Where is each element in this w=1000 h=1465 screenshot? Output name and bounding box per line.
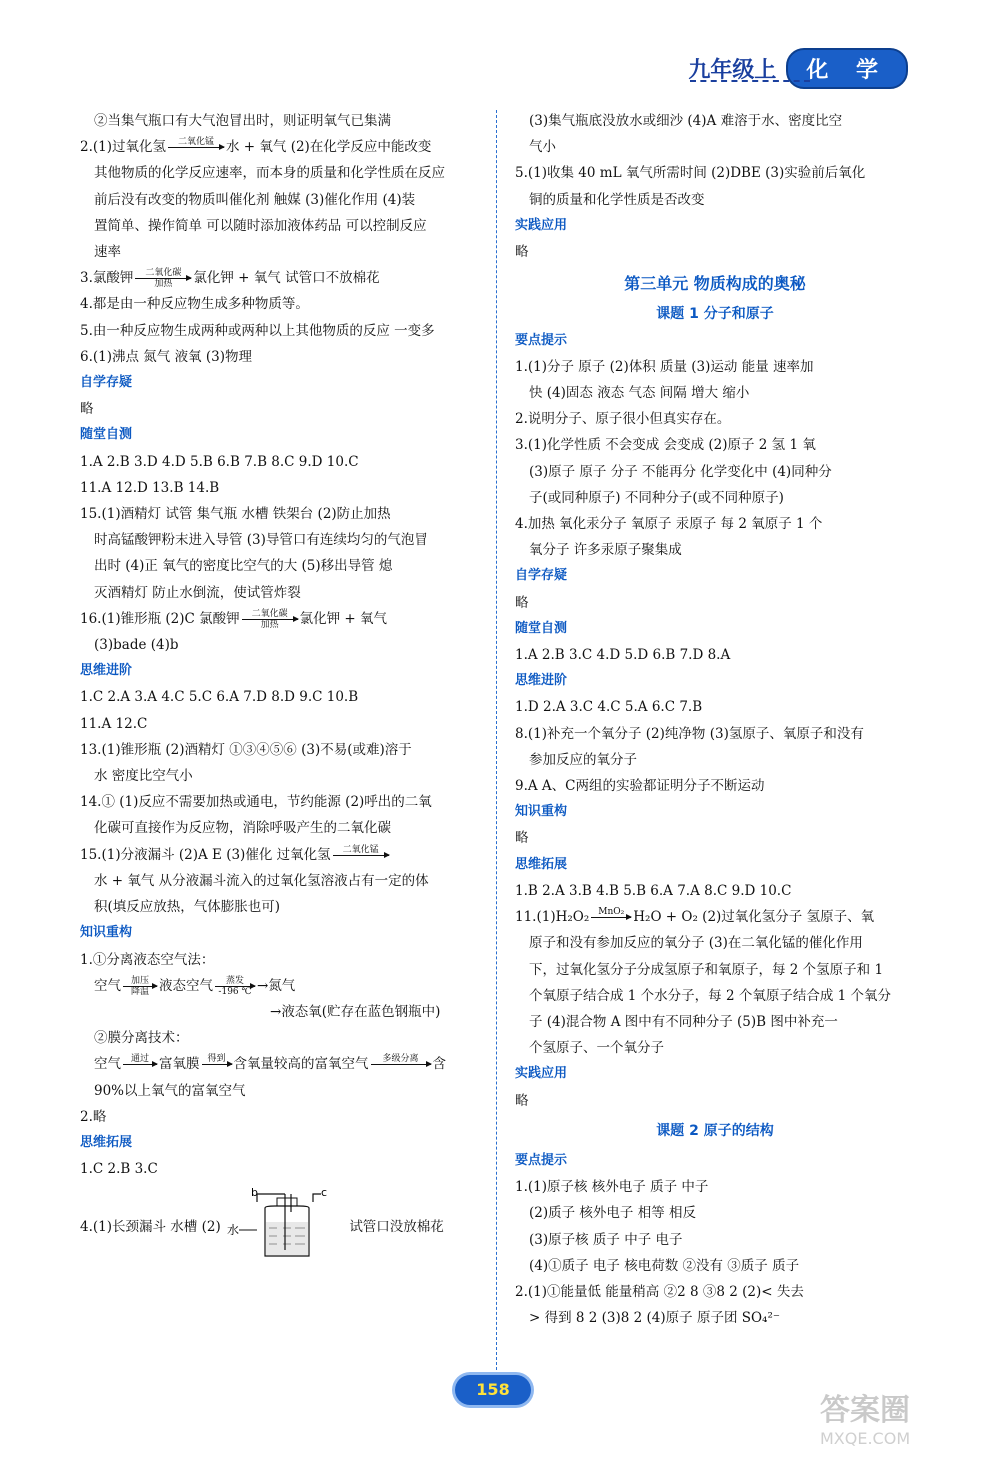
text-line: 速率 bbox=[94, 244, 121, 261]
text-line: (4)①质子 电子 核电荷数 ②没有 ③质子 质子 bbox=[529, 1257, 800, 1274]
process-arrow: 加压 降温 bbox=[121, 976, 159, 997]
text-line: 个氧原子结合成 1 个水分子，每 2 个氧原子结合成 1 个氧分 bbox=[529, 987, 892, 1004]
text-line: 2.说明分子、原子很小但真实存在。 bbox=[515, 411, 731, 428]
section-heading: 要点提示 bbox=[515, 332, 568, 348]
text-line: 置简单、操作简单 可以随时添加液体药品 可以控制反应 bbox=[94, 217, 427, 234]
text-line: 气小 bbox=[529, 139, 556, 156]
grade-label: 九年级上 bbox=[688, 58, 777, 83]
text-line: 2.略 bbox=[80, 1108, 107, 1125]
port-b-label: b bbox=[251, 1186, 258, 1200]
column-divider bbox=[496, 110, 497, 1370]
text-line: 个氢原子、一个氧分子 bbox=[529, 1040, 664, 1057]
text-line: 4.都是由一种反应物生成多种物质等。 bbox=[80, 296, 309, 313]
page-header bbox=[688, 48, 908, 89]
text-line: 子(或同种原子) 不同种分子(或不同种原子) bbox=[529, 489, 784, 506]
text-line: 1.B 2.A 3.B 4.B 5.B 6.A 7.A 8.C 9.D 10.C bbox=[515, 882, 792, 899]
text-line: 快 (4)固态 液态 气态 间隔 增大 缩小 bbox=[529, 385, 750, 402]
text-line: 5.(1)收集 40 mL 氧气所需时间 (2)DBE (3)实验前后氧化 bbox=[515, 165, 866, 182]
lesson-title: 课题 1 分子和原子 bbox=[656, 306, 774, 323]
text-line: ②膜分离技术： bbox=[94, 1030, 189, 1047]
text-line: 略 bbox=[515, 594, 529, 611]
text-line: (2)质子 核外电子 相等 相反 bbox=[529, 1205, 696, 1222]
text-line: 3.氯酸钾 二氧化碳 加热 氯化钾 + 氧气 试管口不放棉花 bbox=[80, 268, 380, 290]
unit-title: 第三单元 物质构成的奥秘 bbox=[624, 274, 806, 294]
lesson-title: 课题 2 原子的结构 bbox=[656, 1122, 774, 1139]
watermark-text: 答案圈 bbox=[820, 1393, 910, 1428]
text-line: 略 bbox=[80, 401, 94, 418]
text-line: 4.加热 氧化汞分子 氧原子 汞原子 每 2 氧原子 1 个 bbox=[515, 516, 823, 533]
text-line: 略 bbox=[515, 830, 529, 847]
section-heading: 实践应用 bbox=[515, 1066, 568, 1082]
gas-bottle-diagram bbox=[225, 1186, 345, 1269]
section-heading: 自学存疑 bbox=[515, 568, 568, 584]
text-line: 4.(1)长颈漏斗 水槽 (2) 水 b c 试管口没放棉花 bbox=[80, 1186, 480, 1269]
text-line: 1.①分离液态空气法： bbox=[80, 951, 215, 968]
text-line: 子 (4)混合物 A 图中有不同种分子 (5)B 图中补充一 bbox=[529, 1013, 838, 1030]
left-column bbox=[80, 108, 480, 1270]
text-line: 灭酒精灯 防止水倒流，使试管炸裂 bbox=[94, 584, 301, 601]
text-line: 水 密度比空气小 bbox=[94, 768, 193, 785]
text-line: 略 bbox=[515, 1092, 529, 1109]
reaction-arrow: 二氧化碳 加热 bbox=[240, 609, 300, 630]
text-line: 6.(1)沸点 氮气 液氧 (3)物理 bbox=[80, 348, 252, 365]
text-line: 1.A 2.B 3.D 4.D 5.B 6.B 7.B 8.C 9.D 10.C bbox=[80, 453, 359, 470]
text-line: 氧分子 许多汞原子聚集成 bbox=[529, 542, 682, 559]
section-heading: 随堂自测 bbox=[80, 427, 133, 443]
text-line: 化碳可直接作为反应物，消除呼吸产生的二氧化碳 bbox=[94, 820, 391, 837]
page-number: 158 bbox=[455, 1375, 531, 1405]
text-line: 11.A 12.C bbox=[80, 715, 148, 732]
section-heading: 实践应用 bbox=[515, 217, 568, 233]
text-line: 积(填反应放热，气体膨胀也可) bbox=[94, 899, 281, 916]
text-line: 15.(1)分液漏斗 (2)A E (3)催化 过氧化氢 二氧化锰 bbox=[80, 842, 480, 868]
section-heading: 思维进阶 bbox=[80, 663, 133, 679]
port-c-label: c bbox=[321, 1186, 328, 1200]
reaction-arrow: 二氧化锰 bbox=[331, 845, 391, 866]
section-heading: 要点提示 bbox=[515, 1152, 568, 1168]
process-arrow: 蒸发 -196 ℃ bbox=[213, 976, 257, 997]
text-line: 出时 (4)正 氧气的密度比空气的大 (5)移出导管 熄 bbox=[94, 558, 393, 575]
text-line: 下，过氧化氢分子分成氢原子和氧原子，每 2 个氢原子和 1 bbox=[529, 961, 884, 978]
section-heading: 知识重构 bbox=[515, 804, 568, 820]
reaction-arrow: 二氧化碳 加热 bbox=[133, 268, 193, 289]
text-line: (3)原子核 质子 中子 电子 bbox=[529, 1231, 683, 1248]
section-heading: 知识重构 bbox=[80, 925, 133, 941]
text-line: > 得到 8 2 (3)8 2 (4)原子 原子团 SO₄²⁻ bbox=[529, 1310, 781, 1327]
text-line: 1.(1)原子核 核外电子 质子 中子 bbox=[515, 1179, 709, 1196]
text-line: (3)原子 原子 分子 不能再分 化学变化中 (4)同种分 bbox=[529, 463, 832, 480]
watermark-logo bbox=[820, 1385, 980, 1455]
text-line: 11.(1)H₂O₂ MnO₂ H₂O + O₂ (2)过氧化氢分子 氢原子、氧 bbox=[515, 904, 915, 930]
reaction-arrow: MnO₂ bbox=[589, 907, 633, 928]
text-line: 13.(1)锥形瓶 (2)酒精灯 ①③④⑤⑥ (3)不易(或难)溶于 bbox=[80, 741, 412, 758]
section-heading: 随堂自测 bbox=[515, 620, 568, 636]
text-line: 5.由一种反应物生成两种或两种以上其他物质的反应 一变多 bbox=[80, 322, 435, 339]
text-line: 3.(1)化学性质 不会变成 会变成 (2)原子 2 氢 1 氧 bbox=[515, 437, 816, 454]
text-line: 前后没有改变的物质叫催化剂 触媒 (3)催化作用 (4)装 bbox=[94, 191, 416, 208]
text-line: 略 bbox=[515, 244, 529, 261]
text-line: 其他物质的化学反应速率，而本身的质量和化学性质在反应 bbox=[94, 165, 445, 182]
text-line: 1.C 2.A 3.A 4.C 5.C 6.A 7.D 8.D 9.C 10.B bbox=[80, 689, 359, 706]
text-line: 1.D 2.A 3.C 4.C 5.A 6.C 7.B bbox=[515, 699, 703, 716]
text-line: 空气 加压 降温 液态空气 蒸发 -196 ℃ →氮气 bbox=[94, 975, 296, 997]
watermark-url: MXQE.COM bbox=[820, 1429, 911, 1448]
header-underline bbox=[690, 80, 810, 82]
text-line: 1.A 2.B 3.C 4.D 5.D 6.B 7.D 8.A bbox=[515, 647, 731, 664]
right-column bbox=[515, 108, 915, 1331]
text-line: ②当集气瓶口有大气泡冒出时，则证明氧气已集满 bbox=[94, 113, 391, 129]
text-line: 16.(1)锥形瓶 (2)C 氯酸钾 二氧化碳 加热 氯化钾 + 氧气 bbox=[80, 608, 388, 630]
process-arrow: 通过 bbox=[121, 1054, 159, 1075]
text-line: 15.(1)酒精灯 试管 集气瓶 水槽 铁架台 (2)防止加热 bbox=[80, 506, 391, 523]
text-line: 1.C 2.B 3.C bbox=[80, 1161, 158, 1178]
text-line: 9.A A、C两组的实验都证明分子不断运动 bbox=[515, 778, 765, 795]
section-heading: 思维进阶 bbox=[515, 673, 568, 689]
text-line: 1.(1)分子 原子 (2)体积 质量 (3)运动 能量 速率加 bbox=[515, 358, 814, 375]
text-line: 原子和没有参加反应的氧分子 (3)在二氧化锰的催化作用 bbox=[529, 935, 863, 952]
section-heading: 思维拓展 bbox=[80, 1134, 133, 1150]
reaction-arrow: 二氧化锰 bbox=[166, 137, 226, 158]
text-line: 2.(1)①能量低 能量稍高 ②2 8 ③8 2 (2)< 失去 bbox=[515, 1283, 804, 1300]
text-line: 空气 通过 富氧膜 得到 含氧量较高的富氧空气 多级分离 含 bbox=[80, 1051, 480, 1077]
text-line: 水 + 氧气 从分液漏斗流入的过氧化氢溶液占有一定的体 bbox=[94, 872, 429, 889]
section-heading: 自学存疑 bbox=[80, 375, 133, 391]
text-line: 11.A 12.D 13.B 14.B bbox=[80, 479, 220, 496]
subject-badge: 化 学 bbox=[786, 48, 908, 89]
text-line: 90%以上氧气的富氧空气 bbox=[94, 1082, 246, 1099]
text-line: →液态氧(贮存在蓝色钢瓶中) bbox=[270, 1003, 441, 1020]
text-line: 14.① (1)反应不需要加热或通电，节约能源 (2)呼出的二氧 bbox=[80, 794, 432, 811]
text-line: 铜的质量和化学性质是否改变 bbox=[529, 191, 705, 208]
text-line: 参加反应的氧分子 bbox=[529, 751, 637, 768]
section-heading: 思维拓展 bbox=[515, 856, 568, 872]
text-line: 2.(1)过氧化氢 二氧化锰 水 + 氧气 (2)在化学反应中能改变 bbox=[80, 134, 480, 160]
water-label: 水 bbox=[227, 1223, 240, 1238]
text-line: (3)集气瓶底没放水或细沙 (4)A 难溶于水、密度比空 bbox=[529, 113, 843, 129]
process-arrow: 多级分离 bbox=[369, 1054, 433, 1075]
text-line: (3)bade (4)b bbox=[94, 637, 179, 654]
text-line: 时高锰酸钾粉末进入导管 (3)导管口有连续均匀的气泡冒 bbox=[94, 532, 428, 549]
process-arrow: 得到 bbox=[200, 1054, 234, 1075]
text-line: 8.(1)补充一个氧分子 (2)纯净物 (3)氢原子、氧原子和没有 bbox=[515, 725, 864, 742]
